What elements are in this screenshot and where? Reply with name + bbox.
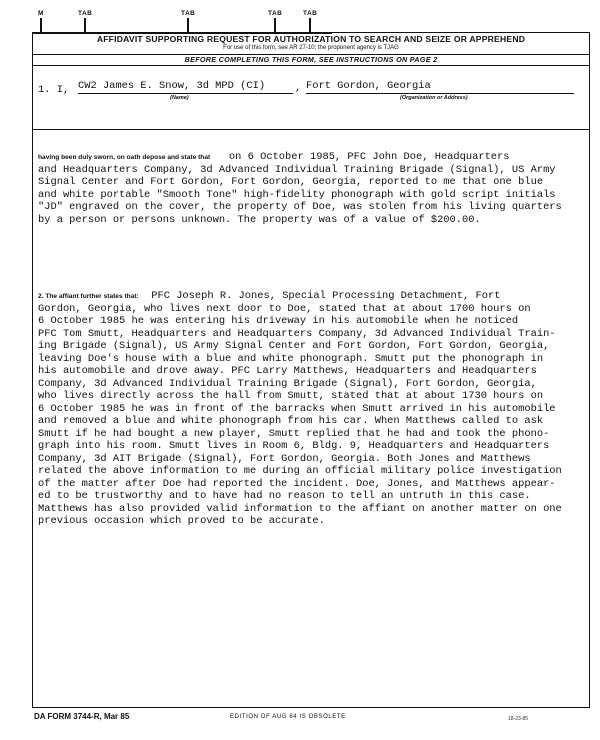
para2-line: PFC Tom Smutt, Headquarters and Headquarters Company, 3d Advanced Individual Train-: [38, 327, 556, 340]
para1-line: on 6 October 1985, PFC John Doe, Headquarters: [228, 151, 510, 163]
tab-tick-m: [40, 18, 42, 32]
form-code: 18-23-85: [508, 716, 529, 722]
para2-line: Gordon, Georgia, who lives next door to Doe, stated that at about 1700 hours on: [38, 302, 531, 315]
instructions-divider: [32, 65, 590, 66]
para1-line: by a person or persons unknown. The property was of a value of $200.00.: [38, 213, 481, 226]
para2-line: 6 October 1985 he was in front of the barracks when Smutt arrived in his automobile: [38, 402, 556, 415]
line1-prefix: 1. I,: [38, 84, 70, 96]
tab-marker-m: M: [38, 10, 44, 17]
para1-first-line: [38, 151, 586, 164]
tab-marker-1: TAB: [78, 10, 93, 17]
para2-first-line: [38, 290, 586, 303]
para2-line: ed to be trustworthy and to have had no reason to tell an untruth in this case.: [38, 490, 531, 502]
tab-tick-1: [84, 18, 86, 32]
tab-tick-4: [309, 18, 311, 32]
tab-marker-3: TAB: [268, 10, 283, 17]
para2-line: leaving Doe's house with a blue and white phonograph. Smutt put the phonograph in: [38, 352, 544, 365]
para1-line: "JD" engraved on the cover, the property of Doe, was stolen from his living quarters: [38, 201, 562, 213]
name-caption: (Name): [170, 95, 189, 101]
organization-caption: (Organization or Address): [400, 95, 468, 101]
para1-line: Signal Center and Fort Gordon, Fort Gordon, Georgia, reported to me that one blue: [38, 176, 544, 188]
name-field: CW2 James E. Snow, 3d MPD (CI): [78, 80, 293, 94]
para2-line: previous occasion which proved to be accurate.: [38, 515, 325, 527]
para1-lead: having been duly sworn, on oath depose and state that: [38, 154, 211, 161]
para2-line: PFC Joseph R. Jones, Special Processing Detachment, Fort: [151, 290, 501, 302]
para2-line: and removed a blue and white phonograph from his car. When Matthews called to ask: [38, 415, 544, 427]
para2-line: his automobile and drove away. PFC Larry Matthews, Headquarters and Headquarters: [38, 365, 537, 377]
line1-divider: [32, 129, 590, 130]
para2-line: ing Brigade (Signal), US Army Signal Center and Fort Gordon, Fort Gordon, Georgia,: [38, 340, 550, 352]
paragraph-1: [38, 151, 586, 226]
organization-field: Fort Gordon, Georgia: [306, 80, 574, 94]
form-use-note: For use of this form, see AR 27-10; the proponent agency is TJAG: [223, 45, 399, 51]
tab-marker-2: TAB: [181, 10, 196, 17]
tab-marker-4: TAB: [303, 10, 318, 17]
instructions-note: BEFORE COMPLETING THIS FORM, SEE INSTRUCTIONS ON PAGE 2: [184, 55, 438, 64]
tab-tick-2: [187, 18, 189, 32]
para2-line: Smutt if he had bought a new player, Smutt replied that he had and took the phono-: [38, 427, 550, 440]
para2-lead: 2. The affiant further states that:: [38, 293, 139, 300]
para2-line: Company, 3d Advanced Individual Training Brigade (Signal), Fort Gordon, Georgia,: [38, 377, 537, 390]
para2-line: graph into his room. Smutt lives in Room 6, Bldg. 9, Headquarters and Headquarters: [38, 440, 550, 452]
para2-line: of the matter after Doe had reported the incident. Doe, Jones, and Matthews appear-: [38, 477, 556, 490]
para1-line: and white portable "Smooth Tone" high-fidelity phonograph with gold script initials: [38, 188, 556, 201]
para2-line: Company, 3d AIT Brigade (Signal), Fort Gordon, Georgia. Both Jones and Matthews: [38, 452, 531, 465]
form-title: AFFIDAVIT SUPPORTING REQUEST FOR AUTHORIZATION TO SEARCH AND SEIZE OR APPREHEND: [96, 34, 526, 44]
para2-line: related the above information to me during an official military police investigation: [38, 465, 562, 477]
tab-tick-3: [274, 18, 276, 32]
name-separator: ,: [295, 82, 302, 94]
para1-line: and Headquarters Company, 3d Advanced Individual Training Brigade (Signal), US Army: [38, 163, 556, 176]
form-number: DA FORM 3744-R, Mar 85: [34, 712, 130, 721]
para2-line: Matthews has also provided valid information to the affiant on another matter on one: [38, 502, 562, 515]
edition-note: EDITION OF AUG 84 IS OBSOLETE: [230, 714, 346, 720]
paragraph-2: [38, 290, 586, 528]
para2-line: 6 October 1985 he was entering his driveway in his automobile when he noticed: [38, 315, 519, 327]
para2-line: who lives directly across the hall from Smutt, stated that at about 1730 hours on: [38, 390, 544, 402]
